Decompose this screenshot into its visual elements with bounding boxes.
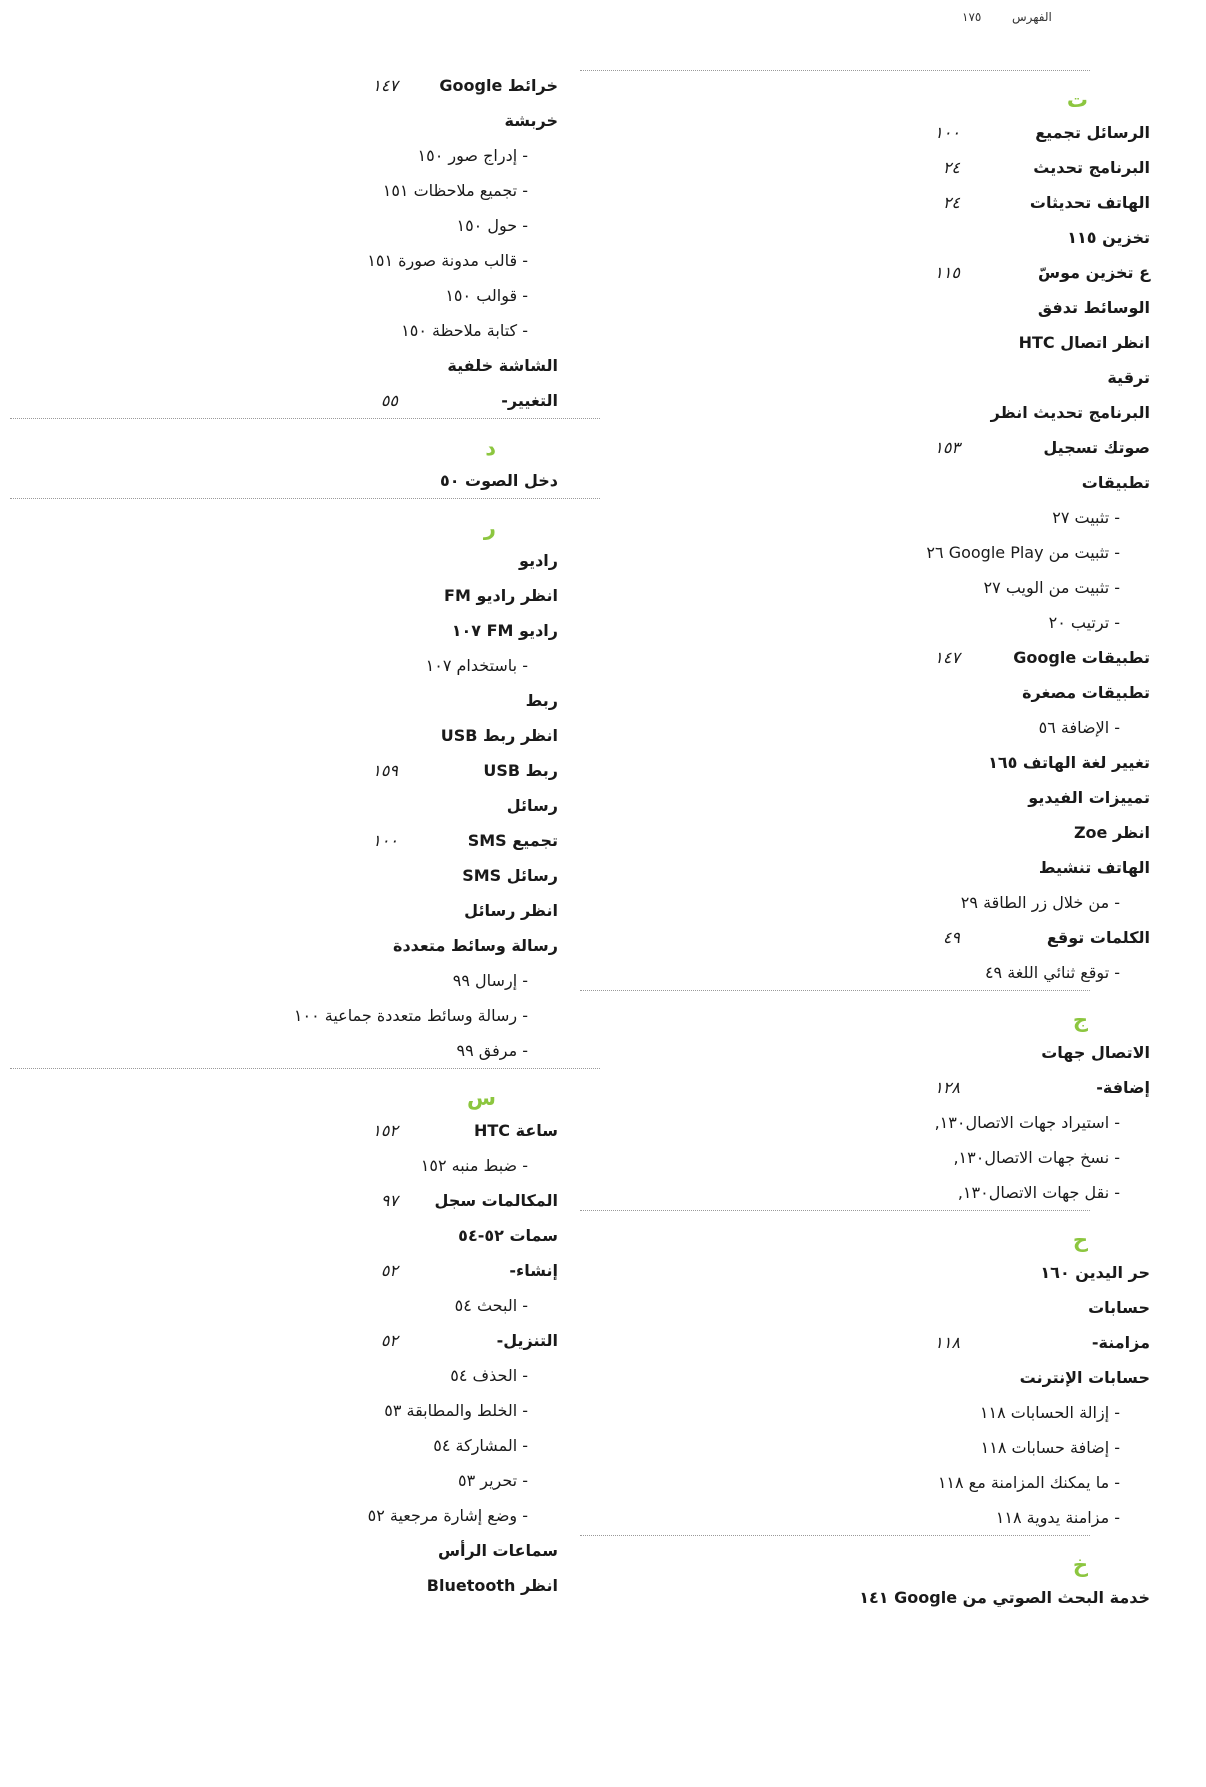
index-page-ref: ٩٧ [380,1191,398,1210]
index-subentry: - مرفق ٩٩ [456,1041,528,1060]
section-letter: ت [1066,88,1088,112]
index-subentry: - إدراج صور ١٥٠ [417,146,528,165]
index-page-ref: ١١٥ [934,263,960,282]
index-subentry: - تجميع ملاحظات ١٥١ [382,181,528,200]
section-divider [580,990,1090,991]
index-page-ref: ١١٨ [934,1333,960,1352]
section-letter: ح [1072,1228,1088,1252]
index-entry: تطبيقات Google [1013,648,1150,667]
section-letter: س [467,1086,496,1110]
index-subentry: - الحذف ٥٤ [450,1366,528,1385]
section-divider [580,70,1090,71]
index-subentry: - تثبيت من Google Play ٢٦ [926,543,1120,562]
index-page-ref: ٥٥ [380,391,398,410]
section-divider [10,498,600,499]
index-page-ref: ٥٢ [380,1261,398,1280]
index-subentry: - ضبط منبه ١٥٢ [420,1156,528,1175]
index-page-ref: ١٥٣ [934,438,960,457]
index-entry: Bluetooth انظر [426,1576,558,1595]
index-subentry: - البحث ٥٤ [454,1296,528,1315]
index-entry: البرنامج تحديث [1033,158,1150,177]
index-entry: تخزين ١١٥ [1067,228,1150,247]
index-page-ref: ١٠٠ [934,123,960,142]
index-entry: تمييزات الفيديو [1028,788,1150,807]
section-divider [10,418,600,419]
index-entry: إنشاء- [509,1261,558,1280]
index-subentry: - استيراد جهات الاتصال١٣٠, [934,1113,1120,1132]
section-divider [580,1210,1090,1211]
section-letter: خ [1072,1553,1088,1577]
index-entry: ع تخزين موسّ [1038,263,1150,282]
index-page-ref: ٢٤ [942,158,960,177]
index-subentry: - ترتيب ٢٠ [1048,613,1120,632]
index-entry: الشاشة خلفية [447,356,558,375]
index-subentry: - تثبيت ٢٧ [1052,508,1120,527]
index-entry: رسائل SMS [462,866,558,885]
index-subentry: - باستخدام ١٠٧ [425,656,528,675]
index-entry: خدمة البحث الصوتي من Google ١٤١ [859,1588,1150,1607]
index-entry: انظر راديو FM [444,586,558,605]
index-entry: راديو FM ١٠٧ [451,621,558,640]
index-page-ref: ١٥٩ [372,761,398,780]
header-page-number: ١٧٥ [962,10,982,24]
index-entry: التنزيل- [496,1331,558,1350]
section-letter: ر [483,516,496,540]
index-subentry: - إرسال ٩٩ [452,971,528,990]
index-entry: انظر رسائل [464,901,558,920]
index-entry: Google خرائط [439,76,558,95]
index-entry: المكالمات سجل [434,1191,558,1210]
index-subentry: - ما يمكنك المزامنة مع ١١٨ [937,1473,1120,1492]
index-page-ref: ٥٢ [380,1331,398,1350]
index-entry: تطبيقات [1081,473,1150,492]
index-entry: الاتصال جهات [1041,1043,1150,1062]
index-subentry: - رسالة وسائط متعددة جماعية ١٠٠ [293,1006,528,1025]
section-letter: ج [1072,1008,1088,1032]
index-entry: دخل الصوت ٥٠ [439,471,558,490]
index-page-ref: ١٤٧ [934,648,960,667]
index-subentry: - نقل جهات الاتصال١٣٠, [957,1183,1120,1202]
index-entry: التغيير- [501,391,558,410]
index-entry: رسالة وسائط متعددة [393,936,558,955]
index-subentry: - الخلط والمطابقة ٥٣ [384,1401,528,1420]
index-entry: Zoe انظر [1073,823,1150,842]
index-page-ref: ١٠٠ [372,831,398,850]
index-entry: حر اليدين ١٦٠ [1040,1263,1150,1282]
index-entry: ربط USB [483,761,558,780]
section-divider [580,1535,1090,1536]
index-subentry: - قالب مدونة صورة ١٥١ [367,251,528,270]
index-entry: تغيير لغة الهاتف ١٦٥ [988,753,1150,772]
index-page-ref: ٢٤ [942,193,960,212]
index-entry: صوتك تسجيل [1043,438,1150,457]
index-subentry: - نسخ جهات الاتصال١٣٠, [953,1148,1120,1167]
index-subentry: - توقع ثنائي اللغة ٤٩ [984,963,1120,982]
index-subentry: - الإضافة ٥٦ [1038,718,1120,737]
index-entry: البرنامج تحديث انظر [990,403,1150,422]
index-entry: خربشة [504,111,558,130]
index-subentry: - حول ١٥٠ [456,216,528,235]
index-page-ref: ٤٩ [942,928,960,947]
index-subentry: - من خلال زر الطاقة ٢٩ [960,893,1120,912]
index-entry: الهاتف تنشيط [1038,858,1150,877]
index-subentry: - وضع إشارة مرجعية ٥٢ [367,1506,528,1525]
index-entry: HTC انظر اتصال [1018,333,1150,352]
index-entry: سمات ٥٢-٥٤ [458,1226,558,1245]
index-entry: تطبيقات مصغرة [1022,683,1150,702]
index-entry: راديو [519,551,558,570]
section-letter: د [485,436,496,460]
index-entry: ربط [525,691,558,710]
index-entry: حسابات الإنترنت [1019,1368,1150,1387]
index-entry: إضافة- [1096,1078,1150,1097]
index-entry: الهاتف تحديثات [1029,193,1150,212]
section-divider [10,1068,600,1069]
index-subentry: - المشاركة ٥٤ [433,1436,528,1455]
index-subentry: - إزالة الحسابات ١١٨ [979,1403,1120,1422]
index-subentry: - مزامنة يدوية ١١٨ [995,1508,1120,1527]
index-entry: انظر ربط USB [440,726,558,745]
index-subentry: - قوالب ١٥٠ [445,286,528,305]
index-entry: الوسائط تدفق [1037,298,1150,317]
index-entry: الكلمات توقع [1046,928,1150,947]
header-section-title: الفهرس [1012,10,1052,24]
index-page-ref: ١٤٧ [372,76,398,95]
index-entry: الرسائل تجميع [1035,123,1150,142]
index-entry: حسابات [1088,1298,1150,1317]
index-page-ref: ١٢٨ [934,1078,960,1097]
index-subentry: - تثبيت من الويب ٢٧ [983,578,1120,597]
index-entry: رسائل [506,796,558,815]
index-entry: SMS تجميع [467,831,558,850]
index-subentry: - كتابة ملاحظة ١٥٠ [401,321,528,340]
index-entry: ترقية [1107,368,1150,387]
index-entry: سماعات الرأس [437,1541,558,1560]
index-entry: مزامنة- [1091,1333,1150,1352]
index-entry: HTC ساعة [474,1121,558,1140]
index-subentry: - تحرير ٥٣ [457,1471,528,1490]
index-page-ref: ١٥٢ [372,1121,398,1140]
index-subentry: - إضافة حسابات ١١٨ [980,1438,1120,1457]
